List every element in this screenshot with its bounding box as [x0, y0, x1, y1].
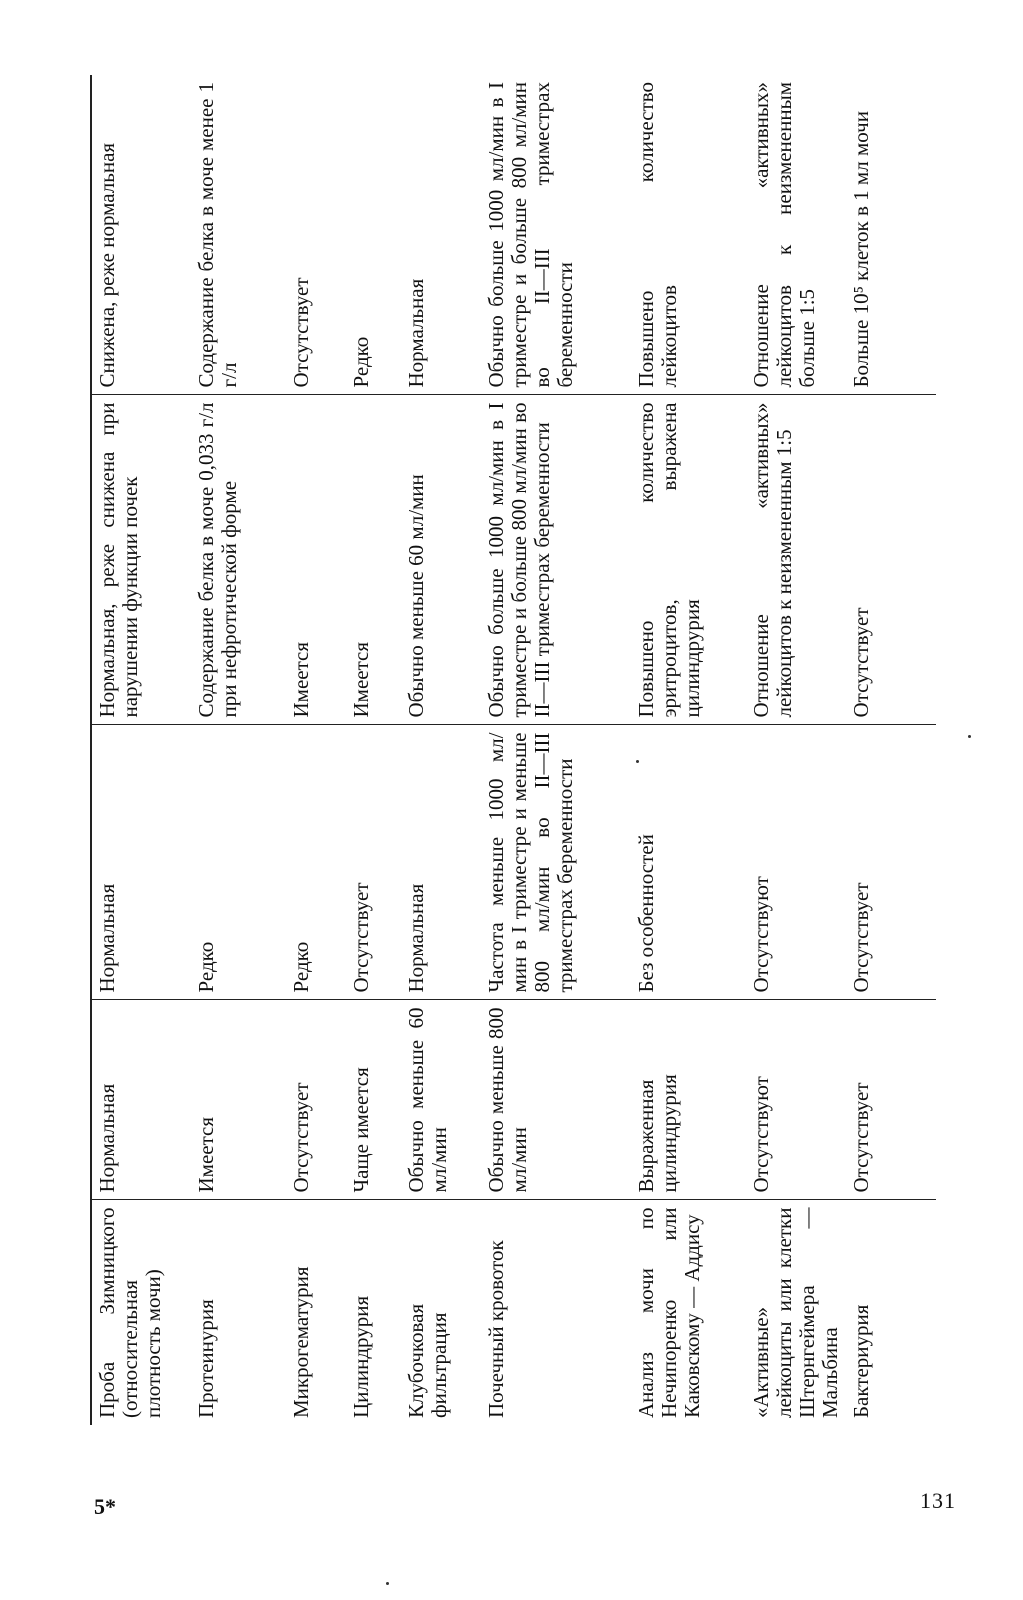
- row-label: Цилиндрурия: [349, 1295, 373, 1418]
- printer-signature-mark: 5*: [94, 1494, 116, 1519]
- print-speck: [968, 735, 971, 738]
- row-label: Бактериурия: [849, 1304, 873, 1418]
- table-cell: Отсутствует: [286, 75, 346, 395]
- table-cell: Отношение «активных» лейкоцитов к неизмененным больше 1:5: [746, 75, 846, 395]
- print-speck: [636, 760, 639, 763]
- rotated-table-container: [90, 75, 945, 1425]
- table-cell: Обычно меньше 800 мл/мин: [481, 1000, 631, 1200]
- table-cell: Частота меньше 1000 мл/мин в I триместре и меньше 800 мл/мин во II—III триместрах беременности: [481, 725, 631, 1000]
- table-row: [286, 75, 346, 1425]
- table-row: [746, 75, 846, 1425]
- table-row: [631, 75, 746, 1425]
- table-cell: Редко: [286, 725, 346, 1000]
- table-row: [481, 75, 631, 1425]
- table-cell: Повышено количество эритроцитов, выражена цилиндрурия: [631, 395, 746, 725]
- table-row: [191, 75, 286, 1425]
- table-cell: Имеется: [191, 1000, 286, 1200]
- print-speck: [386, 1582, 389, 1585]
- table-cell: Отсутствует: [846, 1000, 936, 1200]
- table-cell: Редко: [191, 725, 286, 1000]
- table-row: [401, 75, 481, 1425]
- row-label: Анализ мочи по Нечипоренко или Каковскому — Аддису: [634, 1207, 704, 1418]
- table-row: [346, 75, 401, 1425]
- row-label: Проба Зимницкого (относительная плотность мочи): [91, 1200, 191, 1425]
- table-cell: Отсутствует: [846, 395, 936, 725]
- table-cell: Редко: [346, 75, 401, 395]
- clinical-comparison-table: [90, 75, 936, 1425]
- row-label: Протеинурия: [194, 1299, 218, 1418]
- table-cell: Чаще имеется: [346, 1000, 401, 1200]
- table-cell: Отсутствует: [346, 725, 401, 1000]
- table-cell: Отсутствует: [846, 725, 936, 1000]
- table-cell: Отношение «активных» лейкоцитов к неизмененным 1:5: [746, 395, 846, 725]
- table-cell: Больше 10⁵ клеток в 1 мл мочи: [846, 75, 936, 395]
- table-cell: Имеется: [346, 395, 401, 725]
- table-cell: Нормальная: [91, 1000, 191, 1200]
- row-label: Клубочковая фильтрация: [404, 1303, 451, 1418]
- table-cell: Отсутствует: [286, 1000, 346, 1200]
- table-cell: Нормальная: [401, 725, 481, 1000]
- table-cell: Обычно больше 1000 мл/мин в I триместре и больше 800 мл/мин во II—III триместрах беременности: [481, 395, 631, 725]
- table-row: [846, 75, 936, 1425]
- table-body: [91, 75, 936, 1425]
- table-cell: Нормальная: [91, 725, 191, 1000]
- table-row: [91, 75, 191, 1425]
- table-cell: Имеется: [286, 395, 346, 725]
- table-cell: Отсутствуют: [746, 725, 846, 1000]
- table-cell: Отсутствуют: [746, 1000, 846, 1200]
- page-number: 131: [920, 1488, 956, 1513]
- table-cell: Обычно больше 1000 мл/мин в I триместре и больше 800 мл/мин во II—III триместрах беременности: [481, 75, 631, 395]
- table-cell: Снижена, реже нормальная: [91, 75, 191, 395]
- row-label: Почечный кровоток: [484, 1240, 508, 1418]
- table-cell: Содержание белка в моче менее 1 г/л: [191, 75, 286, 395]
- table-cell: Повышено количество лейкоцитов: [631, 75, 746, 395]
- table-cell: Содержание белка в моче 0,033 г/л при нефротической форме: [191, 395, 286, 725]
- row-label: Микрогематурия: [289, 1266, 313, 1418]
- table-cell: Выраженная цилиндрурия: [631, 1000, 746, 1200]
- table-cell: Нормальная: [401, 75, 481, 395]
- table-cell: Без особенностей: [631, 725, 746, 1000]
- table-cell: Обычно меньше 60 мл/мин: [401, 1000, 481, 1200]
- table-cell: Обычно меньше 60 мл/мин: [401, 395, 481, 725]
- table-cell: Нормальная, реже снижена при нарушении функции почек: [91, 395, 191, 725]
- row-label: «Активные» лейкоциты или клетки Штернгеймера — Мальбина: [749, 1207, 842, 1418]
